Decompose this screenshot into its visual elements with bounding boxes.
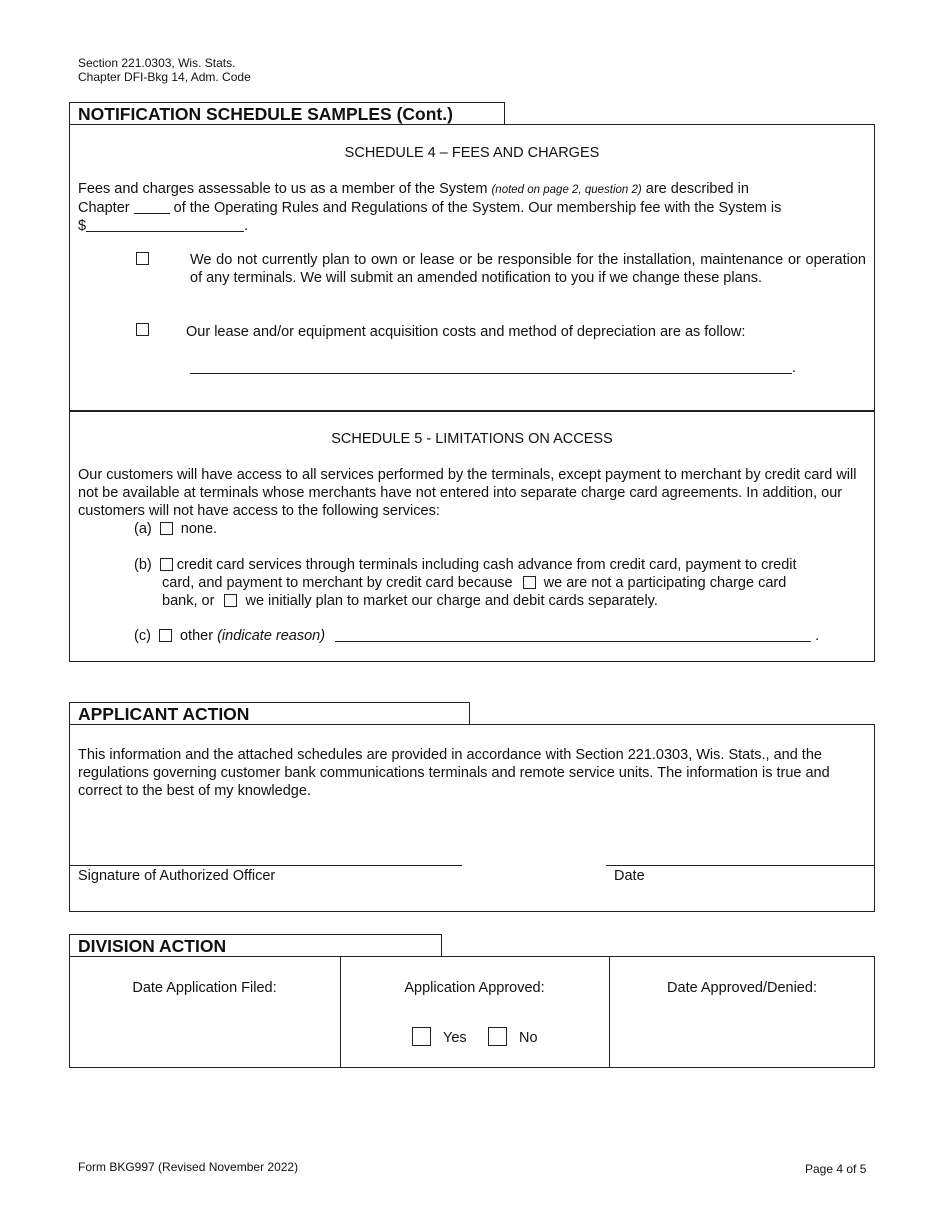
applicant-section-title: APPLICANT ACTION [69, 702, 470, 725]
page-number: Page 4 of 5 [805, 1162, 867, 1176]
date-filed-label: Date Application Filed: [132, 980, 277, 996]
item-a-checkbox[interactable] [160, 522, 173, 535]
item-b-line1: credit card services through terminals including cash advance from credit card, payment to credit [176, 557, 797, 573]
no-terminals-checkbox[interactable] [136, 252, 149, 265]
schedule4-intro [78, 180, 868, 235]
division-action-box [69, 956, 875, 1068]
item-b-label: (b) [134, 557, 152, 573]
lease-costs-line-end: . [792, 360, 797, 376]
signature-line[interactable] [69, 865, 462, 866]
statute-reference [78, 56, 251, 84]
item-c-checkbox[interactable] [159, 629, 172, 642]
chapter-prefix: Chapter [78, 200, 130, 216]
market-separately-checkbox[interactable] [224, 594, 237, 607]
fee-period: . [244, 218, 249, 234]
item-c-note: (indicate reason) [217, 628, 326, 644]
date-line[interactable] [606, 865, 874, 866]
limitation-item-b [134, 556, 864, 610]
schedule4-intro-part1: Fees and charges assessable to us as a member of the System [78, 181, 492, 197]
schedule-divider [69, 410, 875, 412]
item-c-text: other [179, 628, 214, 644]
schedule4-intro-note: (noted on page 2, question 2) [491, 184, 642, 196]
item-b-checkbox[interactable] [160, 558, 173, 571]
other-reason-field[interactable] [335, 628, 811, 642]
limitation-item-a [134, 520, 217, 538]
approved-yes-checkbox[interactable] [412, 1027, 431, 1046]
approved-yes-label: Yes [443, 1030, 467, 1046]
date-label: Date [614, 868, 645, 884]
dollar-sign: $ [78, 218, 87, 234]
schedule4-intro-part2: are described in [641, 181, 749, 197]
item-c-end: . [815, 628, 820, 644]
lease-costs-checkbox[interactable] [136, 323, 149, 336]
item-b-line2b: we are not a participating charge card [543, 575, 787, 591]
lease-costs-option-text: Our lease and/or equipment acquisition costs and method of depreciation are as follow: [186, 324, 746, 340]
item-b-line2a: card, and payment to merchant by credit card because [162, 575, 513, 591]
limitation-item-c [134, 627, 869, 645]
chapter-number-field[interactable] [134, 200, 170, 214]
lease-costs-line-row [190, 359, 796, 377]
schedule5-intro: Our customers will have access to all services performed by the terminals, except payment to merchant by credit card will not be available at terminals whose merchants have not entered into separate charge card agreements. In addition, our customers will not have access to the following services: [78, 467, 857, 519]
item-a-text: none. [180, 521, 218, 537]
signature-label: Signature of Authorized Officer [78, 868, 276, 884]
applicant-statement: This information and the attached schedules are provided in accordance with Section 221.0303, Wis. Stats., and the regulations governing customer bank communications terminals and remote service units. The information is true and correct to the best of my knowledge. [78, 747, 830, 799]
schedule5-title: SCHEDULE 5 - LIMITATIONS ON ACCESS [331, 431, 613, 447]
date-approved-denied-label: Date Approved/Denied: [667, 980, 817, 996]
membership-fee-field[interactable] [86, 218, 244, 232]
item-b-line3a: bank, or [162, 593, 215, 609]
chapter-suffix: of the Operating Rules and Regulations of the System. Our membership fee with the System is [173, 200, 782, 216]
schedule4-title: SCHEDULE 4 – FEES AND CHARGES [344, 145, 600, 161]
form-id: Form BKG997 (Revised November 2022) [78, 1160, 299, 1174]
division-section-title: DIVISION ACTION [69, 934, 442, 957]
item-c-label: (c) [134, 628, 151, 644]
approved-no-label: No [519, 1030, 538, 1046]
division-col-divider-1 [340, 956, 341, 1068]
lease-costs-description-field[interactable] [190, 360, 792, 374]
item-a-label: (a) [134, 521, 152, 537]
notification-section-title: NOTIFICATION SCHEDULE SAMPLES (Cont.) [69, 102, 505, 125]
code-line: Chapter DFI-Bkg 14, Adm. Code [78, 70, 251, 84]
division-col-divider-2 [609, 956, 610, 1068]
no-terminals-option-text: We do not currently plan to own or lease or be responsible for the installation, maintenance or operation of any terminals. We will submit an amended notification to you if we change these plans. [190, 252, 866, 286]
item-b-line3b: we initially plan to market our charge and debit cards separately. [245, 593, 658, 609]
statute-line: Section 221.0303, Wis. Stats. [78, 56, 236, 70]
approved-no-checkbox[interactable] [488, 1027, 507, 1046]
application-approved-label: Application Approved: [404, 980, 545, 996]
not-participating-bank-checkbox[interactable] [523, 576, 536, 589]
